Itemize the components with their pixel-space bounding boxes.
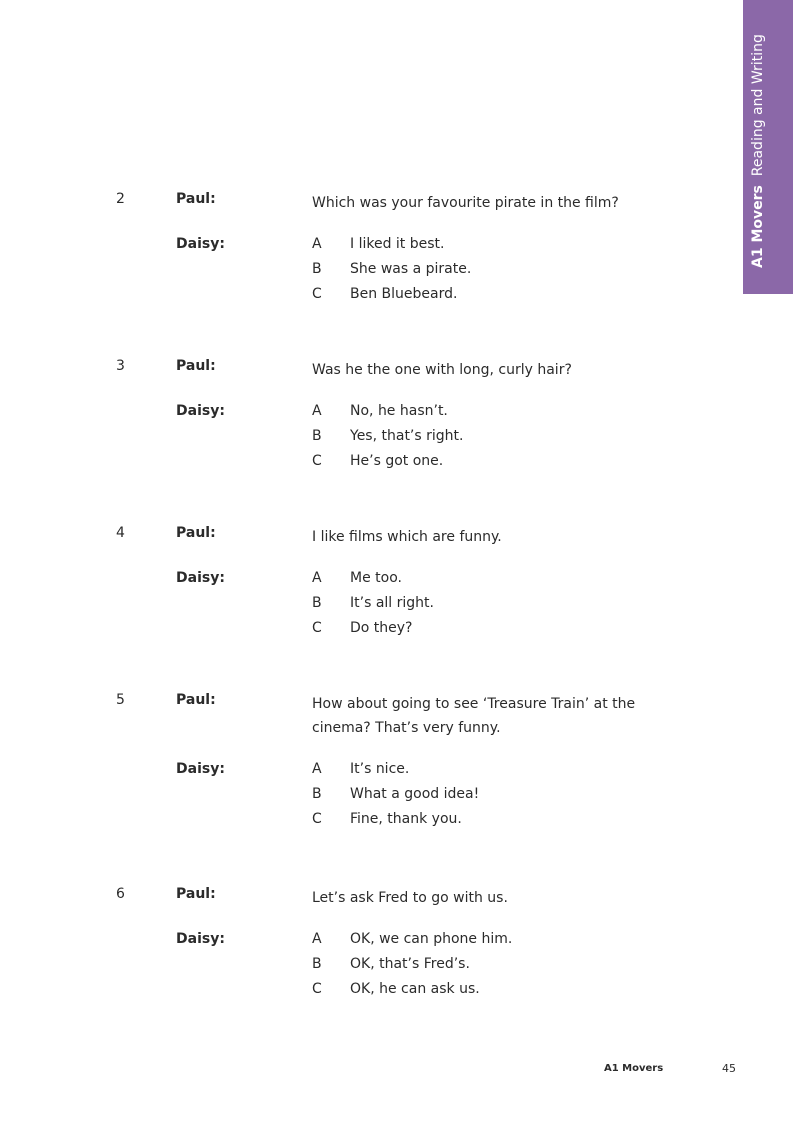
side-tab-paper: Reading and Writing: [750, 34, 766, 177]
answer-options: [312, 761, 479, 836]
page-number: 45: [722, 1062, 736, 1075]
answer-options: [312, 403, 463, 478]
option-text: He’s got one.: [350, 453, 444, 469]
option-letter: B: [312, 261, 322, 277]
option-text: OK, he can ask us.: [350, 981, 480, 997]
option-b: [312, 786, 479, 811]
option-b: [312, 956, 512, 981]
option-letter: A: [312, 236, 322, 252]
option-letter: A: [312, 403, 322, 419]
option-text: It’s all right.: [350, 595, 434, 611]
option-a: [312, 570, 434, 595]
option-text: Do they?: [350, 620, 413, 636]
answer-options: [312, 570, 434, 645]
asker-label: Paul:: [176, 525, 216, 541]
option-letter: C: [312, 811, 322, 827]
option-letter: C: [312, 453, 322, 469]
option-text: Ben Bluebeard.: [350, 286, 458, 302]
responder-label: Daisy:: [176, 931, 225, 947]
question-prompt: Was he the one with long, curly hair?: [312, 362, 572, 378]
option-letter: A: [312, 931, 322, 947]
responder-label: Daisy:: [176, 570, 225, 586]
option-text: OK, that’s Fred’s.: [350, 956, 470, 972]
question-number: 5: [116, 692, 125, 708]
responder-label: Daisy:: [176, 236, 225, 252]
side-tab-level: A1 Movers: [750, 185, 766, 268]
option-letter: A: [312, 761, 322, 777]
option-a: [312, 403, 463, 428]
option-letter: A: [312, 570, 322, 586]
option-text: Yes, that’s right.: [350, 428, 464, 444]
footer-label: A1 Movers: [604, 1063, 664, 1074]
question-prompt: Which was your favourite pirate in the film?: [312, 195, 619, 211]
option-letter: B: [312, 595, 322, 611]
option-c: [312, 620, 434, 645]
responder-label: Daisy:: [176, 761, 225, 777]
option-text: It’s nice.: [350, 761, 410, 777]
option-letter: B: [312, 956, 322, 972]
responder-label: Daisy:: [176, 403, 225, 419]
question-prompt: I like films which are funny.: [312, 529, 502, 545]
option-text: No, he hasn’t.: [350, 403, 448, 419]
option-b: [312, 261, 471, 286]
option-text: Me too.: [350, 570, 402, 586]
question-number: 6: [116, 886, 125, 902]
question-prompt: How about going to see ‘Treasure Train’ at the cinema? That’s very funny.: [312, 696, 636, 736]
question-prompt: Let’s ask Fred to go with us.: [312, 890, 508, 906]
option-letter: B: [312, 786, 322, 802]
option-b: [312, 595, 434, 620]
option-c: [312, 811, 479, 836]
option-a: [312, 761, 479, 786]
option-letter: C: [312, 286, 322, 302]
option-letter: C: [312, 620, 322, 636]
option-a: [312, 236, 471, 261]
option-b: [312, 428, 463, 453]
question-number: 3: [116, 358, 125, 374]
option-text: Fine, thank you.: [350, 811, 462, 827]
question-number: 2: [116, 191, 125, 207]
option-c: [312, 286, 471, 311]
option-text: What a good idea!: [350, 786, 480, 802]
option-text: She was a pirate.: [350, 261, 472, 277]
answer-options: [312, 931, 512, 1006]
asker-label: Paul:: [176, 358, 216, 374]
option-c: [312, 981, 512, 1006]
section-side-tab: [743, 0, 793, 294]
option-c: [312, 453, 463, 478]
section-side-tab-label: [748, 34, 768, 268]
asker-label: Paul:: [176, 191, 216, 207]
option-letter: B: [312, 428, 322, 444]
option-text: OK, we can phone him.: [350, 931, 513, 947]
option-text: I liked it best.: [350, 236, 445, 252]
asker-label: Paul:: [176, 886, 216, 902]
asker-label: Paul:: [176, 692, 216, 708]
option-letter: C: [312, 981, 322, 997]
answer-options: [312, 236, 471, 311]
question-number: 4: [116, 525, 125, 541]
option-a: [312, 931, 512, 956]
